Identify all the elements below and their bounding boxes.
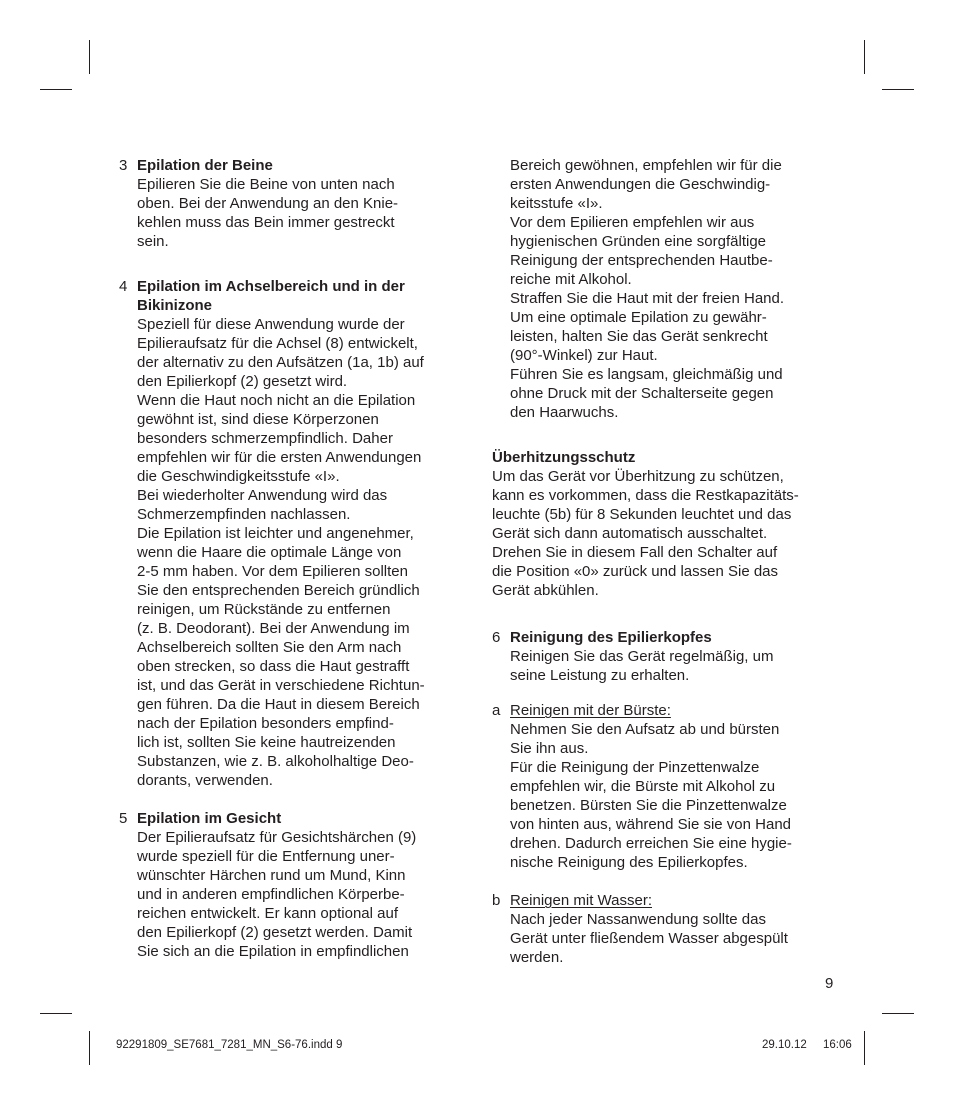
subsection-body (510, 720, 799, 872)
text-line: kehlen muss das Bein immer gestreckt (137, 214, 395, 231)
text-line: Wenn die Haut noch nicht an die Epilation (137, 392, 416, 409)
text-line: 2-5 mm haben. Vor dem Epilieren sollten (137, 563, 408, 580)
subsection-body (510, 910, 799, 967)
text-line: die Position «0» zurück und lassen Sie das (492, 563, 779, 580)
text-line: ist, und das Gerät in verschiedene Richtun- (137, 677, 425, 694)
text-line: hygienischen Gründen eine sorgfältige (510, 233, 767, 250)
text-line: reiche mit Alkohol. (510, 271, 632, 288)
crop-mark-top-left-vertical (89, 40, 90, 74)
text-line: Vor dem Epilieren empfehlen wir aus (510, 214, 755, 231)
section-body (137, 828, 425, 961)
text-line: wurde speziell für die Entfernung uner- (137, 848, 395, 865)
text-line: ohne Druck mit der Schalterseite gegen (510, 385, 774, 402)
text-line: die Geschwindigkeitsstufe «I». (137, 468, 340, 485)
subsection-a (492, 701, 799, 872)
text-line: empfehlen wir, die Bürste mit Alkohol zu (510, 778, 776, 795)
text-line: oben. Bei der Anwendung an den Knie- (137, 195, 399, 212)
text-line: seine Leistung zu erhalten. (510, 667, 690, 684)
text-line: Epilation der Beine (137, 157, 273, 174)
text-line: Reinigen Sie das Gerät regelmäßig, um (510, 648, 774, 665)
text-line: besonders schmerzempfindlich. Daher (137, 430, 393, 447)
text-line: den Epilierkopf (2) gesetzt werden. Damit (137, 924, 413, 941)
text-line: von hinten aus, während Sie sie von Hand (510, 816, 792, 833)
text-line: lich ist, sollten Sie keine hautreizenden (137, 734, 396, 751)
text-line: keitsstufe «I». (510, 195, 603, 212)
text-line: Für die Reinigung der Pinzettenwalze (510, 759, 760, 776)
text-line: Gerät abkühlen. (492, 582, 599, 599)
crop-mark-bottom-left-horizontal (40, 1013, 72, 1014)
footer-date: 29.10.12 (762, 1039, 807, 1051)
section-3 (119, 156, 425, 251)
text-line: Sie sich an die Epilation in empfindlichen (137, 943, 409, 960)
text-line: Führen Sie es langsam, gleichmäßig und (510, 366, 783, 383)
text-line: nische Reinigung des Epilierkopfes. (510, 854, 748, 871)
text-line: drehen. Dadurch erreichen Sie eine hygie- (510, 835, 792, 852)
text-line: sein. (137, 233, 169, 250)
section-5-continuation (492, 156, 799, 422)
page-number: 9 (825, 975, 834, 992)
footer-file-info: 92291809_SE7681_7281_MN_S6-76.indd 9 (116, 1039, 343, 1051)
crop-mark-bottom-right-vertical (864, 1031, 865, 1065)
text-line: den Haarwuchs. (510, 404, 619, 421)
text-line: empfehlen wir für die ersten Anwendungen (137, 449, 422, 466)
text-line: Reinigung der entsprechenden Hautbe- (510, 252, 773, 269)
subsection-letter: a (492, 702, 501, 719)
section-title: Reinigung des Epilierkopfes (510, 629, 712, 646)
text-line: Sie ihn aus. (510, 740, 589, 757)
text-line: Die Epilation ist leichter und angenehmer, (137, 525, 414, 542)
text-line: Speziell für diese Anwendung wurde der (137, 316, 405, 333)
text-line: nach der Epilation besonders empfind- (137, 715, 394, 732)
text-line: Substanzen, wie z. B. alkoholhaltige Deo- (137, 753, 414, 770)
text-line: Um das Gerät vor Überhitzung zu schützen, (492, 468, 784, 485)
section-title (137, 156, 425, 175)
text-line: (90°-Winkel) zur Haut. (510, 347, 658, 364)
text-line: gen führen. Da die Haut in diesem Bereich (137, 696, 420, 713)
text-line: reinigen, um Rückstände zu entfernen (137, 601, 391, 618)
subsection-title: Reinigen mit der Bürste: (510, 702, 671, 719)
section-5 (119, 809, 425, 961)
text-line: benetzen. Bürsten Sie die Pinzettenwalze (510, 797, 787, 814)
text-line: Epilation im Achselbereich und in der (137, 278, 405, 295)
subsection-letter: b (492, 892, 501, 909)
text-line: kann es vorkommen, dass die Restkapazitäts- (492, 487, 799, 504)
text-line: Drehen Sie in diesem Fall den Schalter auf (492, 544, 778, 561)
text-line: Bereich gewöhnen, empfehlen wir für die (510, 157, 782, 174)
text-line: wünschter Härchen rund um Mund, Kinn (137, 867, 406, 884)
text-line: reichen entwickelt. Er kann optional auf (137, 905, 398, 922)
overheat-body (492, 467, 799, 600)
text-line: Sie den entsprechenden Bereich gründlich (137, 582, 420, 599)
text-line: oben strecken, so dass die Haut gestrafft (137, 658, 410, 675)
right-column (492, 156, 799, 967)
text-line: leisten, halten Sie das Gerät senkrecht (510, 328, 768, 345)
overheat-title: Überhitzungsschutz (492, 449, 636, 466)
text-line: Um eine optimale Epilation zu gewähr- (510, 309, 767, 326)
section-title (137, 809, 425, 828)
crop-mark-bottom-left-vertical (89, 1031, 90, 1065)
left-column (119, 156, 425, 961)
section-4 (119, 277, 425, 790)
crop-mark-top-right-horizontal (882, 89, 914, 90)
text-line: den Epilierkopf (2) gesetzt wird. (137, 373, 348, 390)
text-line: Bei wiederholter Anwendung wird das (137, 487, 388, 504)
section-body (510, 647, 799, 685)
section-6 (492, 628, 799, 685)
text-line: Gerät unter fließendem Wasser abgespült (510, 930, 788, 947)
text-line: Gerät sich dann automatisch ausschaltet. (492, 525, 768, 542)
text-line: Achselbereich sollten Sie den Arm nach (137, 639, 402, 656)
text-line: leuchte (5b) für 8 Sekunden leuchtet und das (492, 506, 792, 523)
text-line: Schmerzempfinden nachlassen. (137, 506, 351, 523)
text-line: der alternativ zu den Aufsätzen (1a, 1b) auf (137, 354, 424, 371)
section-number: 5 (119, 810, 128, 827)
text-line: gewöhnt ist, sind diese Körperzonen (137, 411, 379, 428)
text-line: Epilieren Sie die Beine von unten nach (137, 176, 395, 193)
section-number: 4 (119, 278, 128, 295)
section-body (137, 175, 425, 251)
text-line: werden. (510, 949, 564, 966)
crop-mark-top-right-vertical (864, 40, 865, 74)
text-line: Straffen Sie die Haut mit der freien Hand. (510, 290, 785, 307)
text-line: dorants, verwenden. (137, 772, 273, 789)
text-line: (z. B. Deodorant). Bei der Anwendung im (137, 620, 410, 637)
text-line: Epilation im Gesicht (137, 810, 282, 827)
crop-mark-top-left-horizontal (40, 89, 72, 90)
section-number: 3 (119, 157, 128, 174)
text-line: ersten Anwendungen die Geschwindig- (510, 176, 771, 193)
text-line: wenn die Haare die optimale Länge von (137, 544, 402, 561)
section-body (137, 315, 425, 790)
section-title (137, 277, 425, 315)
section-number: 6 (492, 629, 501, 646)
text-line: Nehmen Sie den Aufsatz ab und bürsten (510, 721, 780, 738)
text-line: und in anderen empfindlichen Körperbe- (137, 886, 405, 903)
text-line: Epilieraufsatz für die Achsel (8) entwickelt, (137, 335, 418, 352)
continuation-text (510, 156, 799, 422)
text-line: Bikinizone (137, 297, 213, 314)
overheat-section (492, 448, 799, 600)
footer-time: 16:06 (823, 1039, 852, 1051)
subsection-title: Reinigen mit Wasser: (510, 892, 652, 909)
text-line: Der Epilieraufsatz für Gesichtshärchen (9) (137, 829, 417, 846)
crop-mark-bottom-right-horizontal (882, 1013, 914, 1014)
text-line: Nach jeder Nassanwendung sollte das (510, 911, 766, 928)
subsection-b (492, 891, 799, 967)
